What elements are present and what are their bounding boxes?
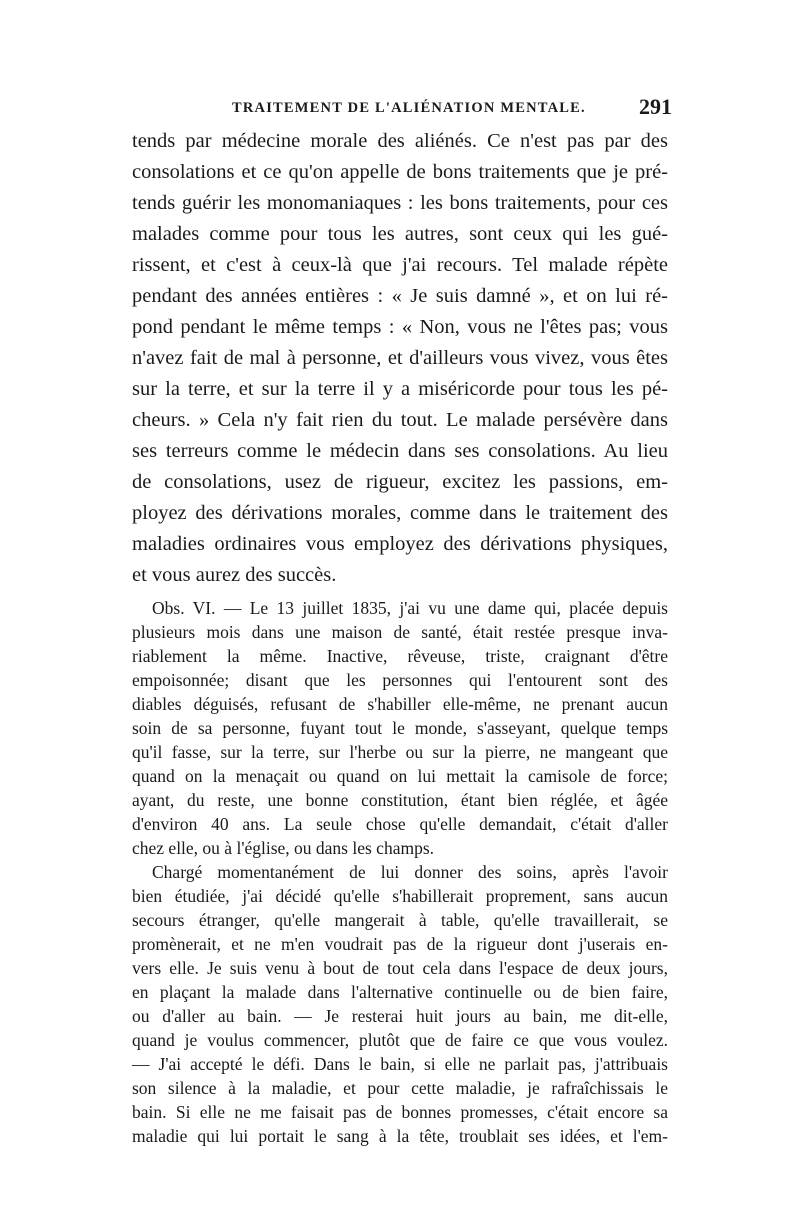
text-line: pond pendant le même temps : « Non, vous ne l'êtes pas; vous — [132, 316, 668, 338]
text-line: Chargé momentanément de lui donner des soins, après l'avoir — [152, 862, 668, 882]
text-line: n'avez fait de mal à personne, et d'ailleurs vous vivez, vous êtes — [132, 347, 668, 369]
text-line: pendant des années entières : « Je suis damné », et on lui ré- — [132, 285, 668, 307]
text-line: vers elle. Je suis venu à bout de tout cela dans l'espace de deux jours, — [132, 958, 668, 978]
text-line: consolations et ce qu'on appelle de bons traitements que je pré- — [132, 161, 668, 183]
text-line: sur la terre, et sur la terre il y a miséricorde pour tous les pé- — [132, 378, 668, 400]
text-line: Obs. VI. — Le 13 juillet 1835, j'ai vu une dame qui, placée depuis — [152, 598, 668, 618]
text-line: ses terreurs comme le médecin dans ses consolations. Au lieu — [132, 440, 668, 462]
page-number: 291 — [639, 94, 672, 119]
text-line: ayant, du reste, une bonne constitution, étant bien réglée, et âgée — [132, 790, 668, 810]
text-line: ployez des dérivations morales, comme dans le traitement des — [132, 502, 668, 524]
text-line: tends par médecine morale des aliénés. Ce n'est pas par des — [132, 130, 668, 152]
text-line: chez elle, ou à l'église, ou dans les champs. — [132, 838, 435, 858]
text-line: qu'il fasse, sur la terre, sur l'herbe ou sur la pierre, ne mangeant que — [132, 742, 668, 762]
text-line: rissent, et c'est à ceux-là que j'ai recours. Tel malade répète — [132, 254, 668, 276]
text-line: tends guérir les monomaniaques : les bons traitements, pour ces — [132, 192, 668, 214]
text-line: empoisonnée; disant que les personnes qui l'entourent sont des — [132, 670, 668, 690]
text-line: malades comme pour tous les autres, sont ceux qui les gué- — [132, 223, 668, 245]
text-line: maladie qui lui portait le sang à la tête, troublait ses idées, et l'em- — [132, 1126, 668, 1146]
text-line: d'environ 40 ans. La seule chose qu'elle demandait, c'était d'aller — [132, 814, 668, 834]
text-line: diables déguisés, refusant de s'habiller elle-même, ne prenant aucun — [132, 694, 668, 714]
text-line: riablement la même. Inactive, rêveuse, triste, craignant d'être — [132, 646, 668, 666]
text-line: quand je voulus commencer, plutôt que de faire ce que vous voulez. — [132, 1030, 668, 1050]
text-line: — J'ai accepté le défi. Dans le bain, si elle ne parlait pas, j'attribuais — [132, 1054, 668, 1074]
text-line: promènerait, et ne m'en voudrait pas de la rigueur dont j'userais en- — [132, 934, 668, 954]
text-line: en plaçant la malade dans l'alternative continuelle ou de bien faire, — [132, 982, 668, 1002]
text-line: maladies ordinaires vous employez des dérivations physiques, — [132, 533, 668, 555]
text-line: quand on la menaçait ou quand on lui mettait la camisole de force; — [132, 766, 668, 786]
text-line: bain. Si elle ne me faisait pas de bonnes promesses, c'était encore sa — [132, 1102, 668, 1122]
text-line: secours étranger, qu'elle mangerait à table, qu'elle travaillerait, se — [132, 910, 668, 930]
text-line: son silence à la maladie, et pour cette maladie, je rafraîchissais le — [132, 1078, 668, 1098]
text-line: de consolations, usez de rigueur, excitez les passions, em- — [132, 471, 668, 493]
text-line: cheurs. » Cela n'y fait rien du tout. Le malade persévère dans — [132, 409, 668, 431]
text-line: bien étudiée, j'ai décidé qu'elle s'habillerait proprement, sans aucun — [132, 886, 668, 906]
text-line: ou d'aller au bain. — Je resterai huit jours au bain, me dit-elle, — [132, 1006, 668, 1026]
running-head: TRAITEMENT DE L'ALIÉNATION MENTALE. — [232, 100, 586, 116]
text-line: et vous aurez des succès. — [132, 564, 337, 586]
text-line: plusieurs mois dans une maison de santé, était restée presque inva- — [132, 622, 668, 642]
text-line: soin de sa personne, fuyant tout le monde, s'asseyant, quelque temps — [132, 718, 668, 738]
page-header — [232, 96, 672, 124]
